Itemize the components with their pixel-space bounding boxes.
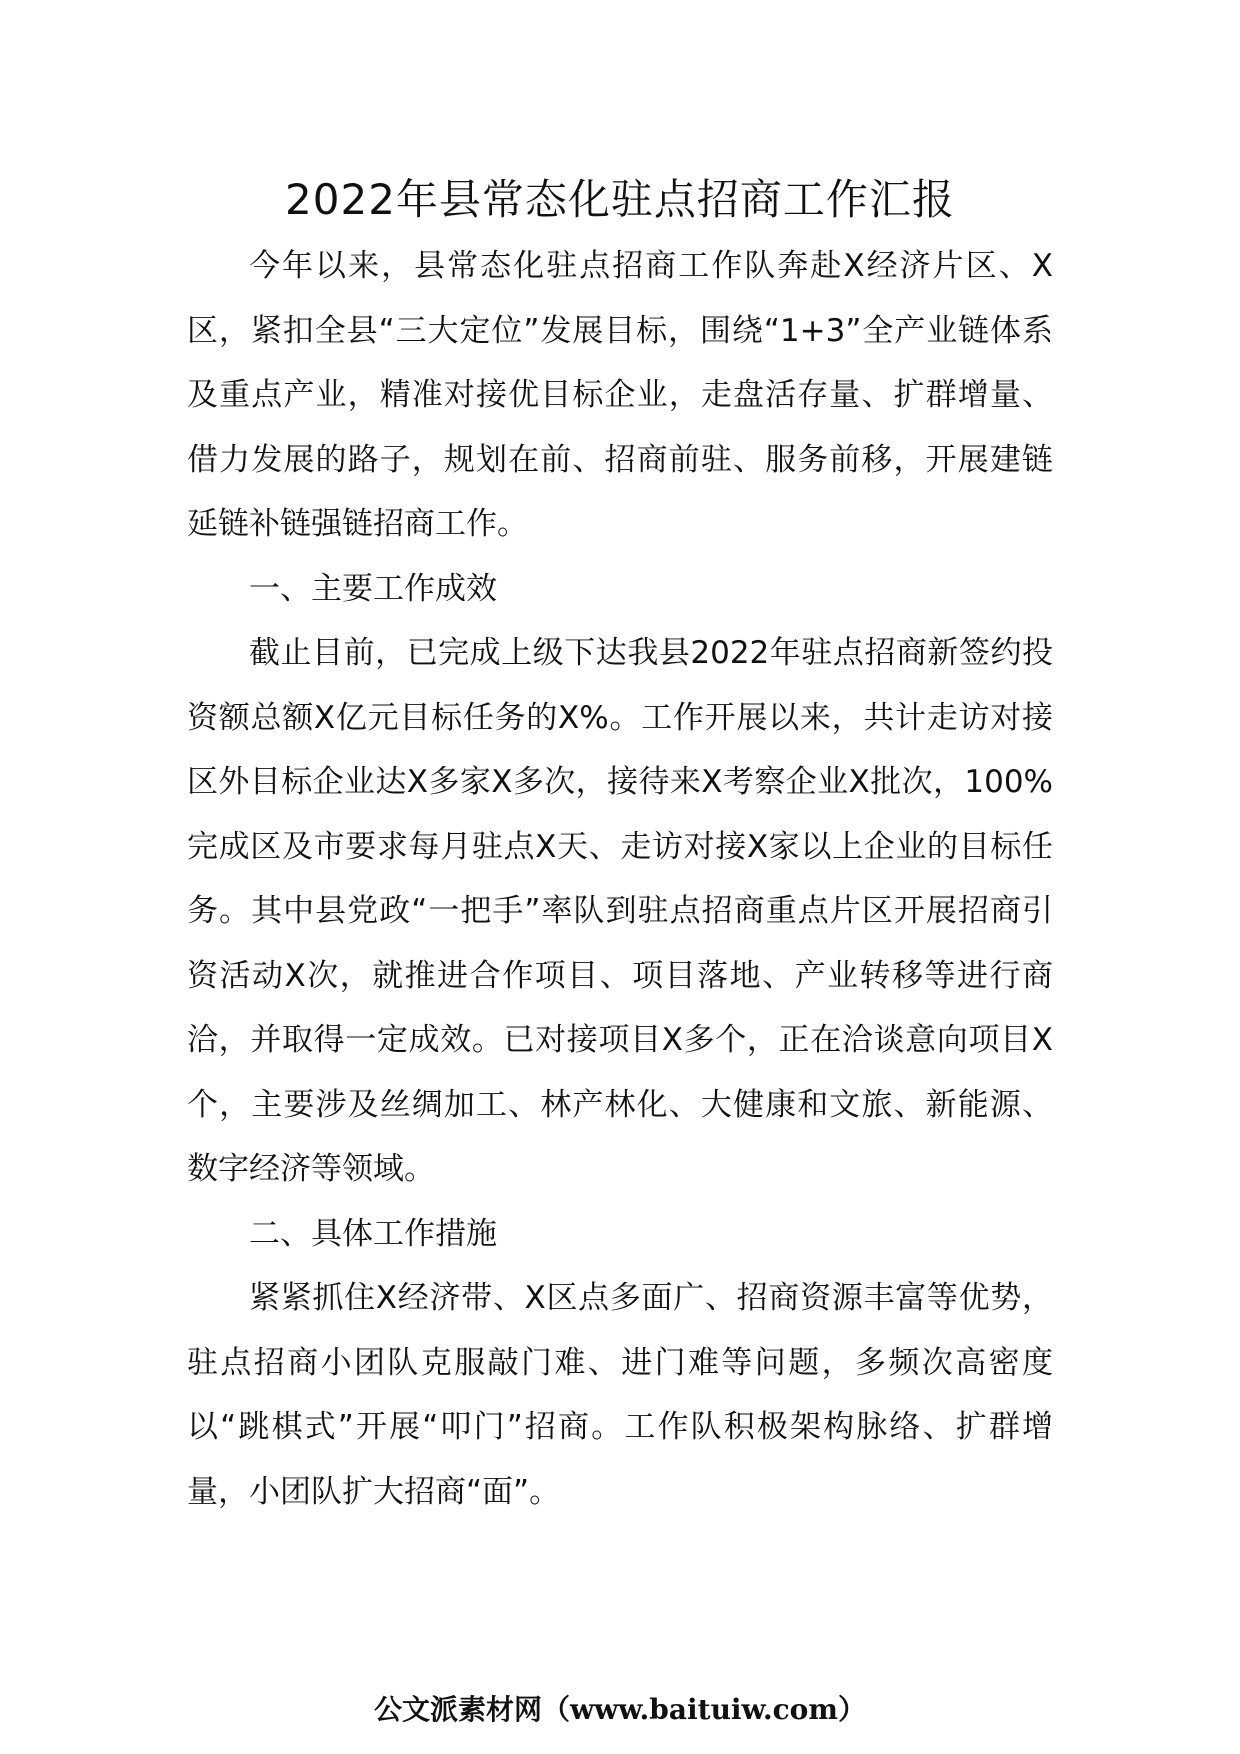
section-2-heading: 二、具体工作措施	[249, 1215, 497, 1252]
footer-watermark: 公文派素材网（www.baituiw.com）	[374, 1693, 866, 1726]
document-title: 2022年县常态化驻点招商工作汇报	[285, 175, 955, 224]
document-body	[187, 234, 1053, 1524]
section-2-paragraph: 紧紧抓住X经济带、X区点多面广、招商资源丰富等优势，驻点招商小团队克服敲门难、进门难等问题，多频次高密度以“跳棋式”开展“叩门”招商。工作队积极架构脉络、扩群增量，小团队扩大招商“面”。	[187, 1280, 1053, 1510]
intro-paragraph: 今年以来，县常态化驻点招商工作队奔赴X经济片区、X区，紧扣全县“三大定位”发展目标，围绕“1+3”全产业链体系及重点产业，精准对接优目标企业，走盘活存量、扩群增量、借力发展的路子，规划在前、招商前驻、服务前移，开展建链延链补链强链招商工作。	[187, 248, 1053, 542]
section-1-paragraph: 截止目前，已完成上级下达我县2022年驻点招商新签约投资额总额X亿元目标任务的X%。工作开展以来，共计走访对接区外目标企业达X多家X多次，接待来X考察企业X批次，100%完成区及市要求每月驻点X天、走访对接X家以上企业的目标任务。其中县党政“一把手”率队到驻点招商重点片区开展招商引资活动X次，就推进合作项目、项目落地、产业转移等进行商洽，并取得一定成效。已对接项目X多个，正在洽谈意向项目X个，主要涉及丝绸加工、林产林化、大健康和文旅、新能源、数字经济等领域。	[187, 635, 1053, 1187]
section-1-heading: 一、主要工作成效	[249, 570, 497, 607]
